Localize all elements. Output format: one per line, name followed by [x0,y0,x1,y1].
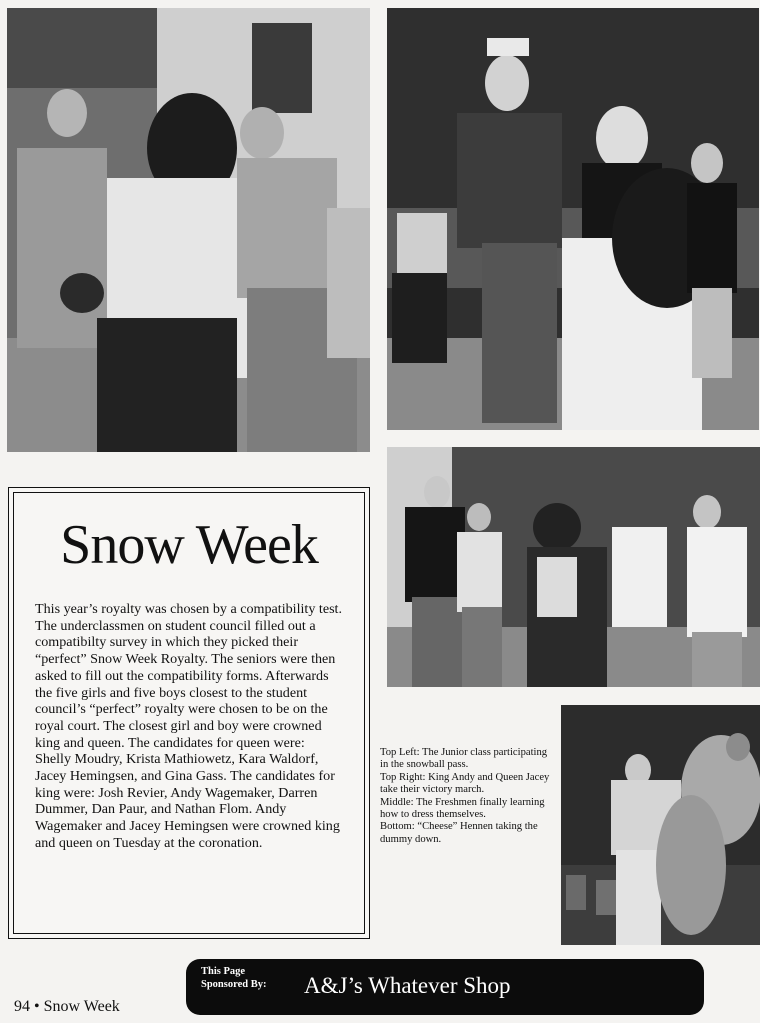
page-title: Snow Week [60,514,318,576]
article-inner-frame [13,492,365,934]
photo-freshmen-dressing [387,447,760,687]
caption-top-left: Top Left: The Junior class participating in the snowball pass. [380,747,548,771]
photo-dummy-takedown [561,705,760,945]
page-number-label: 94 • Snow Week [14,998,120,1015]
article-box [8,487,370,939]
article-body: This year’s royalty was chosen by a compatibility test. The underclassmen on student council filled out a compatibilty survey in which they picked their “perfect” Snow Week Royalty. The seniors were then asked to fill out the compatibility forms. Afterwards the five girls and five boys closest to the student council’s “perfect” royalty were chosen to be on the royal court. The closest girl and boy were crowned king and queen. The candidates for queen were: Shelly Moudry, Krista Mathiowetz, Kara Waldorf, Jacey Hemingsen, and Gina Gass. The candidates for king were: Josh Revier, Andy Wagemaker, Darren Dummer, Dan Paur, and Nathan Flom. Andy Wagemaker and Jacey Hemingsen were crowned king and queen on Tuesday at the coronation. [35,601,342,851]
sponsor-name: A&J’s Whatever Shop [304,973,511,998]
sponsor-banner [186,959,704,1015]
photo-king-queen-victory-march [387,8,759,430]
photo-captions [380,747,552,846]
sponsor-intro: This Page Sponsored By: [201,966,267,990]
photo-junior-snowball-pass [7,8,370,452]
caption-middle: Middle: The Freshmen finally learning how to dress themselves. [380,796,545,821]
caption-top-right: Top Right: King Andy and Queen Jacey take their victory march. [380,771,550,796]
caption-bottom: Bottom: “Cheese” Hennen taking the dummy down. [380,821,538,845]
